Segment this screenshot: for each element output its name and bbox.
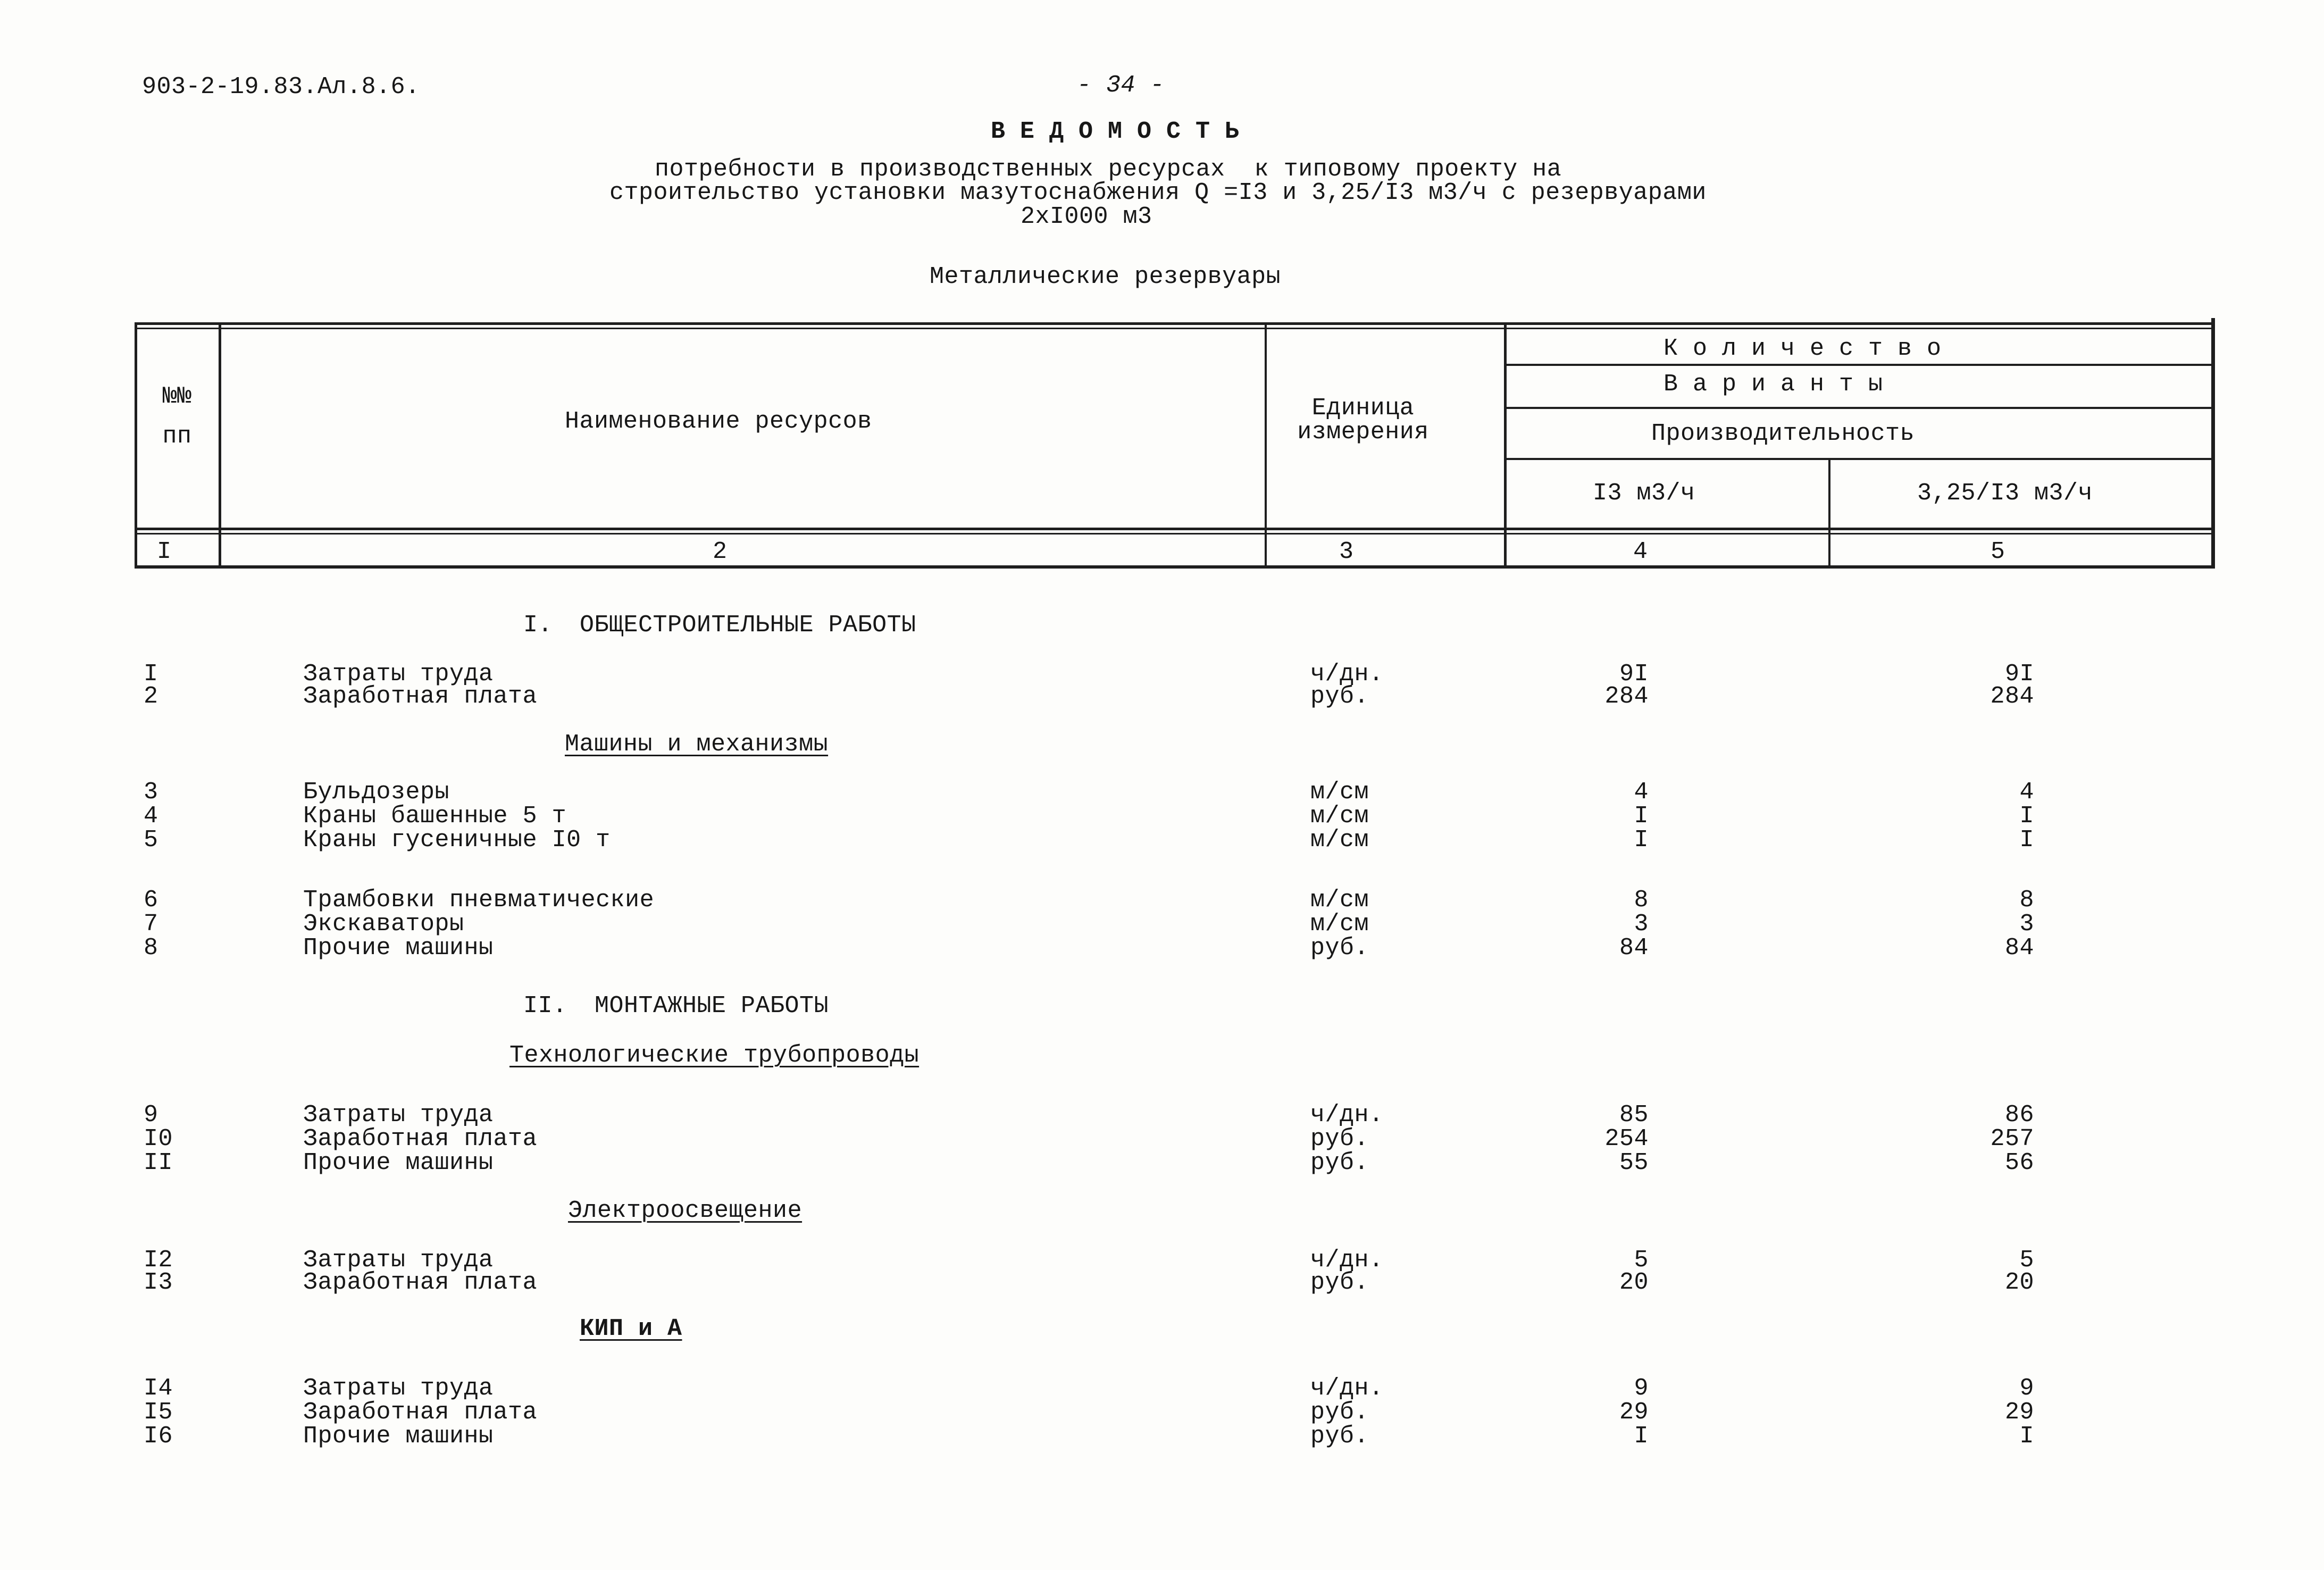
quantity-variant-1: 5 — [1634, 1247, 1649, 1274]
quantity-variant-2: 5 — [2019, 1247, 2034, 1274]
quantity-variant-2: 20 — [2004, 1269, 2034, 1296]
section-title: ОБЩЕСТРОИТЕЛЬНЫЕ РАБОТЫ — [580, 612, 916, 639]
quantity-variant-2: I — [2019, 1423, 2034, 1450]
resource-name: Заработная плата — [303, 1269, 538, 1296]
subtitle-line-3: 2хI000 м3 — [1021, 203, 1152, 230]
unit-of-measure: м/см — [1310, 803, 1369, 830]
table-caption: Металлические резервуары — [930, 263, 1281, 290]
table-row — [0, 1400, 2324, 1424]
quantity-variant-1: I — [1634, 826, 1649, 854]
subsection-heading: Технологические трубопроводы — [509, 1042, 919, 1069]
capacity-rule — [1505, 458, 2214, 460]
quantity-variant-1: I — [1634, 803, 1649, 830]
row-number: I — [144, 661, 158, 688]
resource-name: Трамбовки пневматические — [303, 887, 655, 914]
column-divider-2 — [1265, 322, 1267, 569]
header-variant-1: I3 м3/ч — [1593, 480, 1695, 507]
resource-name: Прочие машины — [303, 934, 494, 962]
resource-name: Заработная плата — [303, 683, 538, 710]
quantity-variant-1: 55 — [1619, 1149, 1649, 1176]
row-number: I0 — [144, 1125, 173, 1153]
table-row — [0, 804, 2324, 828]
subtitle-line-2: строительство установки мазутоснабжения Q =I3 и 3,25/I3 м3/ч с резервуарами — [609, 179, 1707, 206]
unit-of-measure: руб. — [1310, 934, 1369, 962]
unit-of-measure: руб. — [1310, 1125, 1369, 1153]
quantity-variant-1: 4 — [1634, 779, 1649, 806]
quantity-variant-1: 20 — [1619, 1269, 1649, 1296]
column-number-1: I — [157, 538, 172, 565]
resource-name: Прочие машины — [303, 1149, 494, 1176]
unit-of-measure: руб. — [1310, 1149, 1369, 1176]
unit-of-measure: руб. — [1310, 1423, 1369, 1450]
table-row — [0, 936, 2324, 960]
header-unit-line-1: Единица — [1311, 395, 1415, 422]
unit-of-measure: ч/дн. — [1310, 661, 1384, 688]
quantity-variant-1: 8 — [1634, 887, 1649, 914]
page-number: - 34 - — [1077, 72, 1165, 99]
unit-of-measure: м/см — [1310, 779, 1369, 806]
document-title: ВЕДОМОСТЬ — [991, 118, 1255, 145]
quantity-variant-2: 4 — [2019, 779, 2034, 806]
row-number: 7 — [144, 911, 158, 938]
row-number: 9 — [144, 1101, 158, 1129]
resource-name: Заработная плата — [303, 1125, 538, 1153]
table-row — [0, 1103, 2324, 1127]
row-number: 2 — [144, 683, 158, 710]
variants-rule — [1505, 407, 2214, 409]
quantity-variant-2: 8 — [2019, 887, 2034, 914]
quantity-variant-2: 284 — [1990, 683, 2034, 710]
table-top-rule — [135, 322, 2214, 325]
row-number: 8 — [144, 934, 158, 962]
quantity-variant-1: 9I — [1619, 661, 1649, 688]
column-number-3: 3 — [1339, 538, 1354, 565]
unit-of-measure: руб. — [1310, 1399, 1369, 1426]
unit-of-measure: м/см — [1310, 911, 1369, 938]
column-number-5: 5 — [1991, 538, 2005, 565]
unit-of-measure: руб. — [1310, 1269, 1369, 1296]
table-row — [0, 1271, 2324, 1295]
subsection-heading: Машины и механизмы — [565, 731, 829, 758]
row-number: I6 — [144, 1423, 173, 1450]
quantity-variant-1: 85 — [1619, 1101, 1649, 1129]
row-number: I5 — [144, 1399, 173, 1426]
resource-name: Затраты труда — [303, 661, 494, 688]
unit-of-measure: руб. — [1310, 683, 1369, 710]
quantity-variant-2: 257 — [1990, 1125, 2034, 1153]
section-number: II. — [523, 992, 567, 1020]
quantity-variant-1: 29 — [1619, 1399, 1649, 1426]
header-bottom-rule-inner — [135, 533, 2214, 535]
quantity-variant-1: I — [1634, 1423, 1649, 1450]
document-code: 903-2-19.83.Ал.8.6. — [142, 73, 420, 101]
header-variants: Варианты — [1663, 371, 1898, 398]
quantity-variant-1: 9 — [1634, 1375, 1649, 1402]
quantity-rule — [1505, 364, 2214, 366]
quantity-variant-2: 9 — [2019, 1375, 2034, 1402]
row-number: I2 — [144, 1247, 173, 1274]
row-number: 6 — [144, 887, 158, 914]
table-row — [0, 684, 2324, 708]
table-row — [0, 828, 2324, 852]
subsection-heading: Электроосвещение — [568, 1197, 802, 1224]
header-variant-2: 3,25/I3 м3/ч — [1917, 480, 2093, 507]
table-top-rule-inner — [135, 328, 2214, 329]
header-resource-name: Наименование ресурсов — [565, 408, 872, 435]
unit-of-measure: ч/дн. — [1310, 1375, 1384, 1402]
unit-of-measure: м/см — [1310, 887, 1369, 914]
header-num-line-2: пп — [162, 423, 192, 450]
header-capacity: Производительность — [1651, 420, 1915, 447]
table-row — [0, 1151, 2324, 1175]
row-number: II — [144, 1149, 173, 1176]
header-quantity: Количество — [1663, 335, 1957, 362]
column-number-4: 4 — [1633, 538, 1648, 565]
resource-name: Бульдозеры — [303, 779, 450, 806]
quantity-variant-1: 84 — [1619, 934, 1649, 962]
resource-name: Затраты труда — [303, 1101, 494, 1129]
row-number: 3 — [144, 779, 158, 806]
table-row — [0, 1424, 2324, 1448]
header-unit-line-2: измерения — [1297, 419, 1429, 446]
unit-of-measure: м/см — [1310, 826, 1369, 854]
row-number: I3 — [144, 1269, 173, 1296]
unit-of-measure: ч/дн. — [1310, 1101, 1384, 1129]
subtitle-line-1: потребности в производственных ресурсах к типовому проекту на — [655, 156, 1562, 183]
quantity-variant-2: 3 — [2019, 911, 2034, 938]
quantity-variant-2: I — [2019, 803, 2034, 830]
quantity-variant-2: I — [2019, 826, 2034, 854]
quantity-variant-2: 86 — [2004, 1101, 2034, 1129]
resource-name: Прочие машины — [303, 1423, 494, 1450]
column-numbers-bottom-rule — [135, 565, 2214, 569]
row-number: I4 — [144, 1375, 173, 1402]
table-row — [0, 1376, 2324, 1400]
resource-name: Экскаваторы — [303, 911, 464, 938]
column-number-2: 2 — [713, 538, 728, 565]
quantity-variant-2: 56 — [2004, 1149, 2034, 1176]
resource-name: Краны гусеничные I0 т — [303, 826, 611, 854]
column-divider-4 — [1828, 458, 1830, 569]
resource-name: Заработная плата — [303, 1399, 538, 1426]
row-number: 4 — [144, 803, 158, 830]
subsection-heading: КИП и А — [580, 1315, 682, 1342]
table-row — [0, 1127, 2324, 1151]
quantity-variant-2: 84 — [2004, 934, 2034, 962]
unit-of-measure: ч/дн. — [1310, 1247, 1384, 1274]
quantity-variant-1: 254 — [1604, 1125, 1649, 1153]
table-row — [0, 888, 2324, 912]
section-number: I. — [523, 612, 553, 639]
table-row — [0, 912, 2324, 936]
header-num-line-1: №№ — [162, 383, 192, 410]
header-bottom-rule — [135, 528, 2214, 530]
table-right-border — [2211, 318, 2215, 569]
section-title: МОНТАЖНЫЕ РАБОТЫ — [595, 992, 829, 1020]
quantity-variant-1: 284 — [1604, 683, 1649, 710]
resource-name: Краны башенные 5 т — [303, 803, 567, 830]
table-row — [0, 780, 2324, 804]
resource-name: Затраты труда — [303, 1247, 494, 1274]
quantity-variant-1: 3 — [1634, 911, 1649, 938]
row-number: 5 — [144, 826, 158, 854]
quantity-variant-2: 29 — [2004, 1399, 2034, 1426]
resource-name: Затраты труда — [303, 1375, 494, 1402]
quantity-variant-2: 9I — [2004, 661, 2034, 688]
column-divider-3 — [1504, 322, 1507, 569]
